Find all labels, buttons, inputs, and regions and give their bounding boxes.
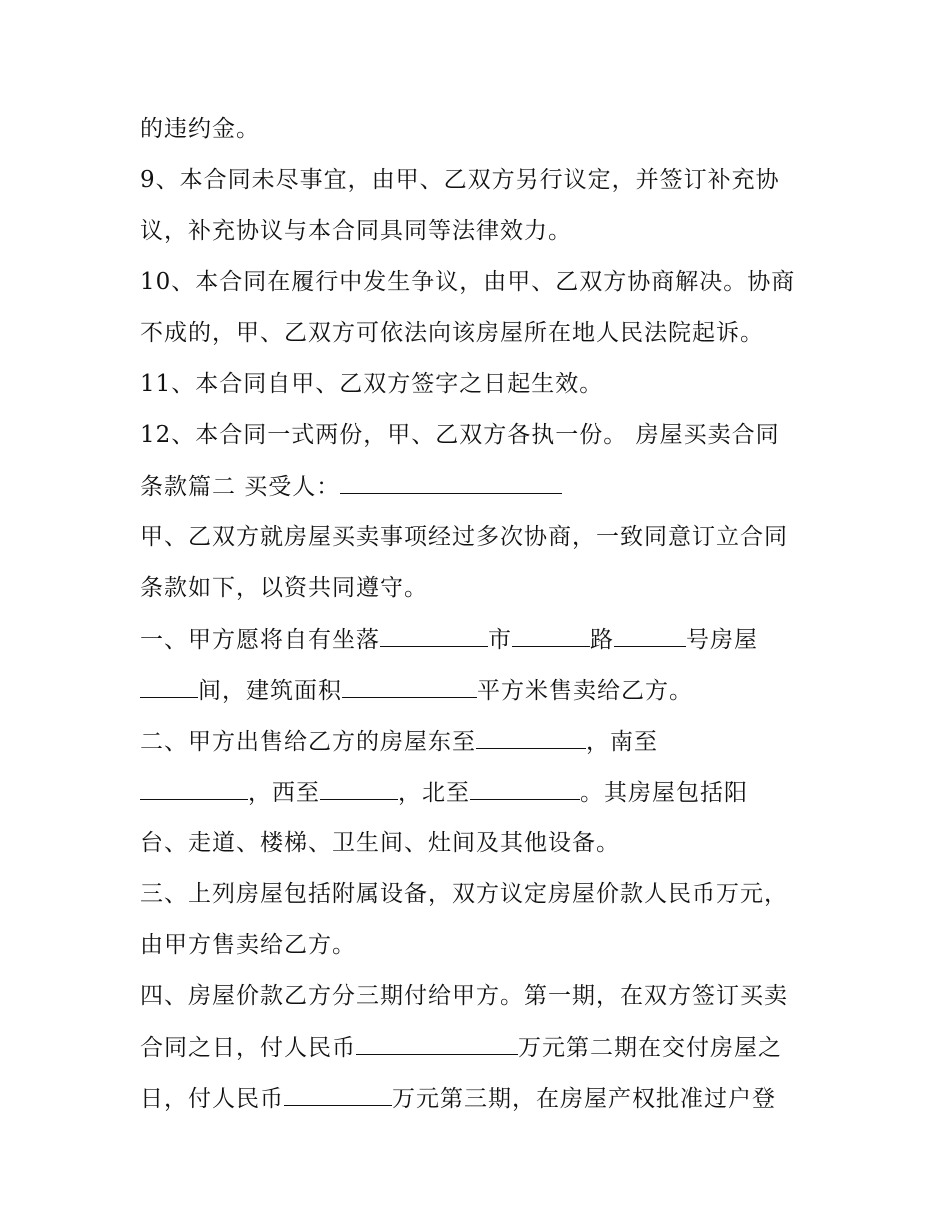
text-line <box>140 522 788 552</box>
text-segment: 不成的，甲、乙双方可依法向该房屋所在地人民法院起诉。 <box>140 320 764 346</box>
text-segment: 路 <box>590 627 614 653</box>
text-segment: 议，补充协议与本合同具同等法律效力。 <box>140 218 572 244</box>
blank-room-count <box>140 675 198 698</box>
blank-first-payment <box>356 1032 518 1055</box>
text-line <box>140 879 788 909</box>
text-segment: 二、甲方出售给乙方的房屋东至 <box>140 729 476 755</box>
text-segment: 11、本合同自甲、乙双方签字之日起生效。 <box>140 371 604 397</box>
text-segment: 条款如下，以资共同遵守。 <box>140 575 428 601</box>
text-segment: ，南至 <box>586 729 658 755</box>
text-segment: 号房屋 <box>686 627 758 653</box>
text-segment: 市 <box>488 627 512 653</box>
text-segment: 日，付人民币 <box>140 1086 284 1112</box>
text-line <box>140 1083 776 1114</box>
text-line <box>140 1032 782 1063</box>
text-line <box>140 216 572 246</box>
blank-second-payment <box>284 1083 392 1106</box>
text-line <box>140 675 693 706</box>
text-line <box>140 828 620 858</box>
text-segment: ，北至 <box>398 780 470 806</box>
text-line <box>140 624 758 655</box>
blank-west-boundary <box>320 777 398 800</box>
text-line <box>140 420 780 450</box>
text-line <box>140 318 764 348</box>
blank-north-boundary <box>470 777 580 800</box>
text-segment: 9、本合同未尽事宜，由甲、乙双方另行议定，并签订补充协 <box>140 167 780 193</box>
text-line <box>140 369 603 399</box>
blank-area <box>342 675 477 698</box>
text-segment: 由甲方售卖给乙方。 <box>140 932 356 958</box>
text-segment: 万元第二期在交付房屋之 <box>518 1035 782 1061</box>
text-line <box>140 471 562 502</box>
text-segment: 四、房屋价款乙方分三期付给甲方。第一期，在双方签订买卖 <box>140 983 788 1009</box>
blank-road <box>614 624 686 647</box>
text-line <box>140 726 658 757</box>
text-line <box>140 114 260 144</box>
text-segment: 。其房屋包括阳 <box>580 780 748 806</box>
text-line <box>140 777 748 808</box>
text-segment: 10、本合同在履行中发生争议，由甲、乙双方协商解决。协商 <box>140 269 796 295</box>
text-segment: 万元第三期，在房屋产权批准过户登 <box>392 1086 776 1112</box>
blank-city <box>512 624 590 647</box>
text-segment: 条款篇二 买受人： <box>140 474 341 500</box>
blank-location <box>380 624 488 647</box>
text-line <box>140 981 788 1011</box>
blank-buyer-name <box>340 471 562 494</box>
text-line <box>140 267 795 297</box>
text-segment: 平方米售卖给乙方。 <box>477 678 693 704</box>
text-segment: 间，建筑面积 <box>198 678 342 704</box>
text-segment: 12、本合同一式两份，甲、乙双方各执一份。 房屋买卖合同 <box>140 422 780 448</box>
text-segment: 的违约金。 <box>140 116 260 142</box>
text-segment: ，西至 <box>248 780 320 806</box>
text-line <box>140 165 780 195</box>
text-segment: 台、走道、楼梯、卫生间、灶间及其他设备。 <box>140 830 620 856</box>
text-segment: 一、甲方愿将自有坐落 <box>140 627 380 653</box>
blank-south-boundary <box>140 777 248 800</box>
blank-east-boundary <box>476 726 586 749</box>
text-segment: 甲、乙双方就房屋买卖事项经过多次协商，一致同意订立合同 <box>140 524 788 550</box>
text-segment: 三、上列房屋包括附属设备，双方议定房屋价款人民币万元， <box>140 881 788 907</box>
text-line <box>140 573 428 603</box>
text-line <box>140 930 356 960</box>
text-segment: 合同之日，付人民币 <box>140 1035 356 1061</box>
